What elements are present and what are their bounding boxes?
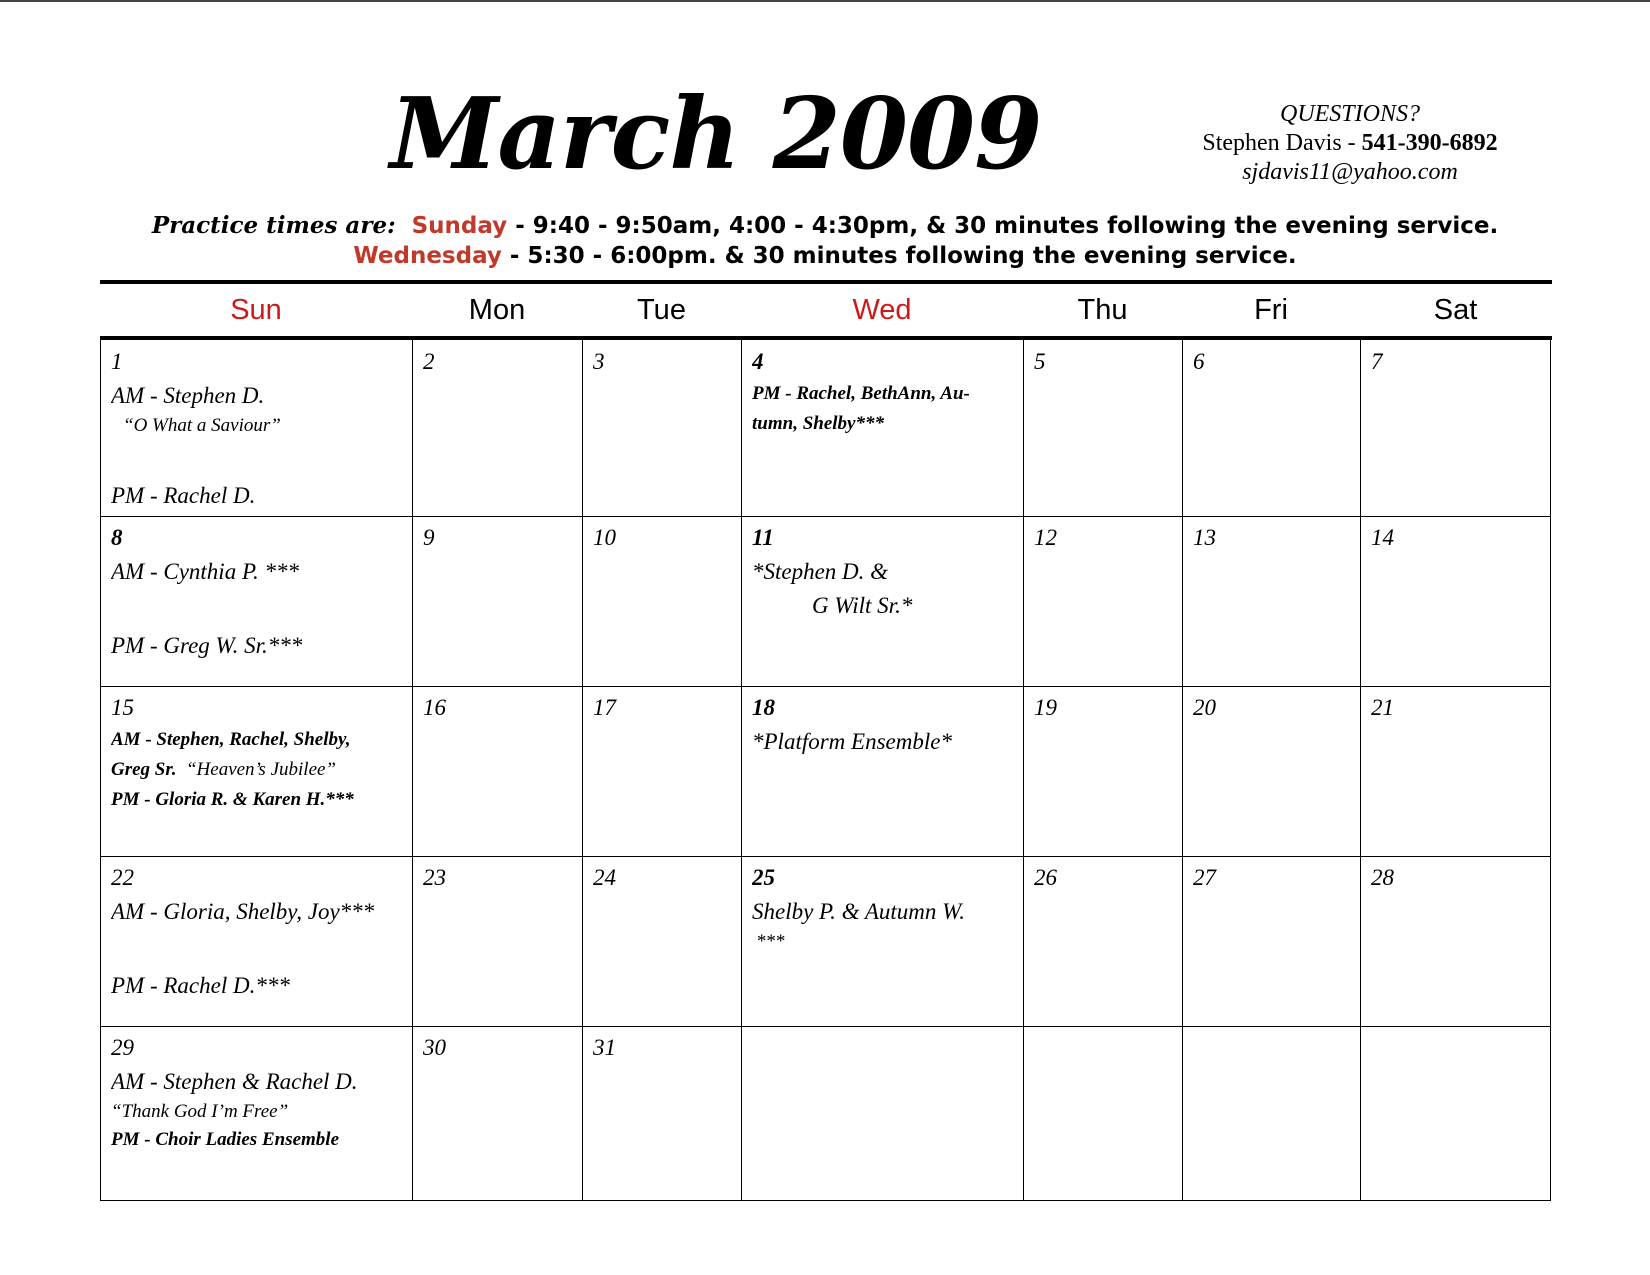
- day-cell-2: [423, 345, 573, 379]
- grid-line: [1182, 340, 1183, 1201]
- day-cell-15: [111, 691, 411, 853]
- spacer: [111, 439, 407, 479]
- event-pm: PM - Rachel D.***: [111, 973, 290, 998]
- day-number: 15: [111, 695, 134, 720]
- spacer: [111, 589, 407, 629]
- grid-line: [412, 340, 413, 1201]
- weekday-thu: Thu: [1077, 294, 1128, 326]
- day-number: 2: [423, 349, 435, 374]
- event-wed-line2: G Wilt Sr.*: [812, 593, 913, 618]
- grid-line: [1360, 340, 1361, 1201]
- event-pm: PM - Choir Ladies Ensemble: [111, 1129, 340, 1150]
- day-cell-22: [111, 861, 411, 1023]
- event-am: AM - Cynthia P. ***: [111, 559, 300, 584]
- day-cell-1: [111, 345, 407, 513]
- practice-times-wednesday: [100, 243, 1550, 269]
- day-number: 29: [111, 1035, 134, 1060]
- day-number: 7: [1371, 349, 1383, 374]
- header-rule-top: [100, 280, 1552, 284]
- day-cell-20: [1193, 691, 1353, 725]
- day-cell-13: [1193, 521, 1353, 555]
- day-number: 21: [1371, 695, 1394, 720]
- weekday-sat: Sat: [1433, 294, 1478, 326]
- weekday-wed: Wed: [852, 294, 912, 326]
- event-am: AM - Stephen & Rachel D.: [111, 1069, 358, 1094]
- day-cell-29: [111, 1031, 407, 1197]
- day-cell-10: [593, 521, 733, 555]
- day-number: 11: [752, 525, 774, 550]
- grid-line: [100, 516, 1551, 517]
- grid-line: [100, 686, 1551, 687]
- practice-sunday-label: Sunday: [411, 213, 508, 239]
- top-border: [0, 0, 1650, 2]
- event-wed-line1: Shelby P. & Autumn W.: [752, 899, 965, 924]
- day-cell-14: [1371, 521, 1541, 555]
- event-pm: PM - Gloria R. & Karen H.***: [111, 789, 354, 810]
- day-cell-9: [423, 521, 573, 555]
- practice-lead: Practice times are:: [151, 212, 396, 239]
- day-number: 8: [111, 525, 123, 550]
- day-number: 9: [423, 525, 435, 550]
- event-song: “O What a Saviour”: [123, 415, 281, 436]
- weekday-mon: Mon: [468, 294, 526, 326]
- day-cell-3: [593, 345, 733, 379]
- day-number: 31: [593, 1035, 616, 1060]
- day-cell-26: [1034, 861, 1174, 895]
- day-cell-4: [752, 345, 1014, 513]
- day-cell-5: [1034, 345, 1174, 379]
- contact-phone: 541-390-6892: [1361, 130, 1498, 156]
- day-cell-12: [1034, 521, 1174, 555]
- contact-name: Stephen Davis -: [1202, 130, 1362, 156]
- day-number: 3: [593, 349, 605, 374]
- day-cell-16: [423, 691, 573, 725]
- day-number: 5: [1034, 349, 1046, 374]
- day-number: 18: [752, 695, 775, 720]
- weekday-fri: Fri: [1254, 294, 1288, 326]
- day-cell-31: [593, 1031, 733, 1065]
- practice-sunday-text: - 9:40 - 9:50am, 4:00 - 4:30pm, & 30 minutes following the evening service.: [507, 213, 1499, 239]
- day-number: 28: [1371, 865, 1394, 890]
- day-cell-24: [593, 861, 733, 895]
- day-number: 26: [1034, 865, 1057, 890]
- grid-line: [741, 340, 742, 1201]
- day-cell-7: [1371, 345, 1541, 379]
- day-number: 19: [1034, 695, 1057, 720]
- day-cell-19: [1034, 691, 1174, 725]
- day-cell-21: [1371, 691, 1541, 725]
- day-cell-6: [1193, 345, 1353, 379]
- day-number: 6: [1193, 349, 1205, 374]
- day-number: 27: [1193, 865, 1216, 890]
- page-title: March 2009: [390, 77, 1042, 192]
- spacer: [111, 929, 411, 969]
- day-number: 24: [593, 865, 616, 890]
- practice-times-sunday: [100, 212, 1550, 239]
- event-song: “Thank God I’m Free”: [111, 1101, 289, 1122]
- event-pm: PM - Rachel D.: [111, 483, 256, 508]
- day-cell-25: [752, 861, 1014, 1023]
- day-number: 16: [423, 695, 446, 720]
- event-wed-line1: *Stephen D. &: [752, 559, 889, 584]
- grid-line: [1023, 340, 1024, 1201]
- event-am: AM - Stephen, Rachel, Shelby,: [111, 729, 351, 750]
- day-number: 14: [1371, 525, 1394, 550]
- day-number: 10: [593, 525, 616, 550]
- event-am-name: Greg Sr.: [111, 759, 177, 780]
- event-wed: *Platform Ensemble*: [752, 729, 952, 754]
- event-am: AM - Gloria, Shelby, Joy***: [111, 899, 375, 924]
- practice-wednesday-text: - 5:30 - 6:00pm. & 30 minutes following the evening service.: [501, 243, 1297, 269]
- contact-name-line: [1170, 129, 1530, 158]
- day-cell-23: [423, 861, 573, 895]
- day-number: 25: [752, 865, 775, 890]
- day-cell-27: [1193, 861, 1353, 895]
- weekday-sun: Sun: [230, 294, 282, 326]
- day-number: 22: [111, 865, 134, 890]
- day-number: 23: [423, 865, 446, 890]
- day-number: 4: [752, 349, 764, 374]
- day-number: 12: [1034, 525, 1057, 550]
- grid-line: [100, 1026, 1551, 1027]
- day-number: 20: [1193, 695, 1216, 720]
- day-cell-17: [593, 691, 733, 725]
- event-song: “Heaven’s Jubilee”: [185, 759, 337, 780]
- event-am-continued: [111, 755, 411, 785]
- event-wed-line2: ***: [756, 931, 785, 952]
- practice-wednesday-label: Wednesday: [353, 243, 502, 269]
- contact-email: sjdavis11@yahoo.com: [1242, 159, 1458, 185]
- day-cell-11: [752, 521, 1014, 683]
- day-number: 1: [111, 349, 123, 374]
- event-pm: PM - Greg W. Sr.***: [111, 633, 303, 658]
- day-cell-28: [1371, 861, 1541, 895]
- contact-info: [1170, 100, 1530, 187]
- event-am: AM - Stephen D.: [111, 383, 265, 408]
- weekday-tue: Tue: [637, 294, 686, 326]
- grid-line: [100, 856, 1551, 857]
- day-cell-18: [752, 691, 1014, 853]
- day-number: 13: [1193, 525, 1216, 550]
- day-cell-30: [423, 1031, 573, 1065]
- day-cell-8: [111, 521, 407, 683]
- contact-question: QUESTIONS?: [1279, 101, 1420, 127]
- grid-line: [582, 340, 583, 1201]
- day-number: 17: [593, 695, 616, 720]
- day-number: 30: [423, 1035, 446, 1060]
- event-wed: PM - Rachel, BethAnn, Au-tumn, Shelby***: [752, 383, 970, 434]
